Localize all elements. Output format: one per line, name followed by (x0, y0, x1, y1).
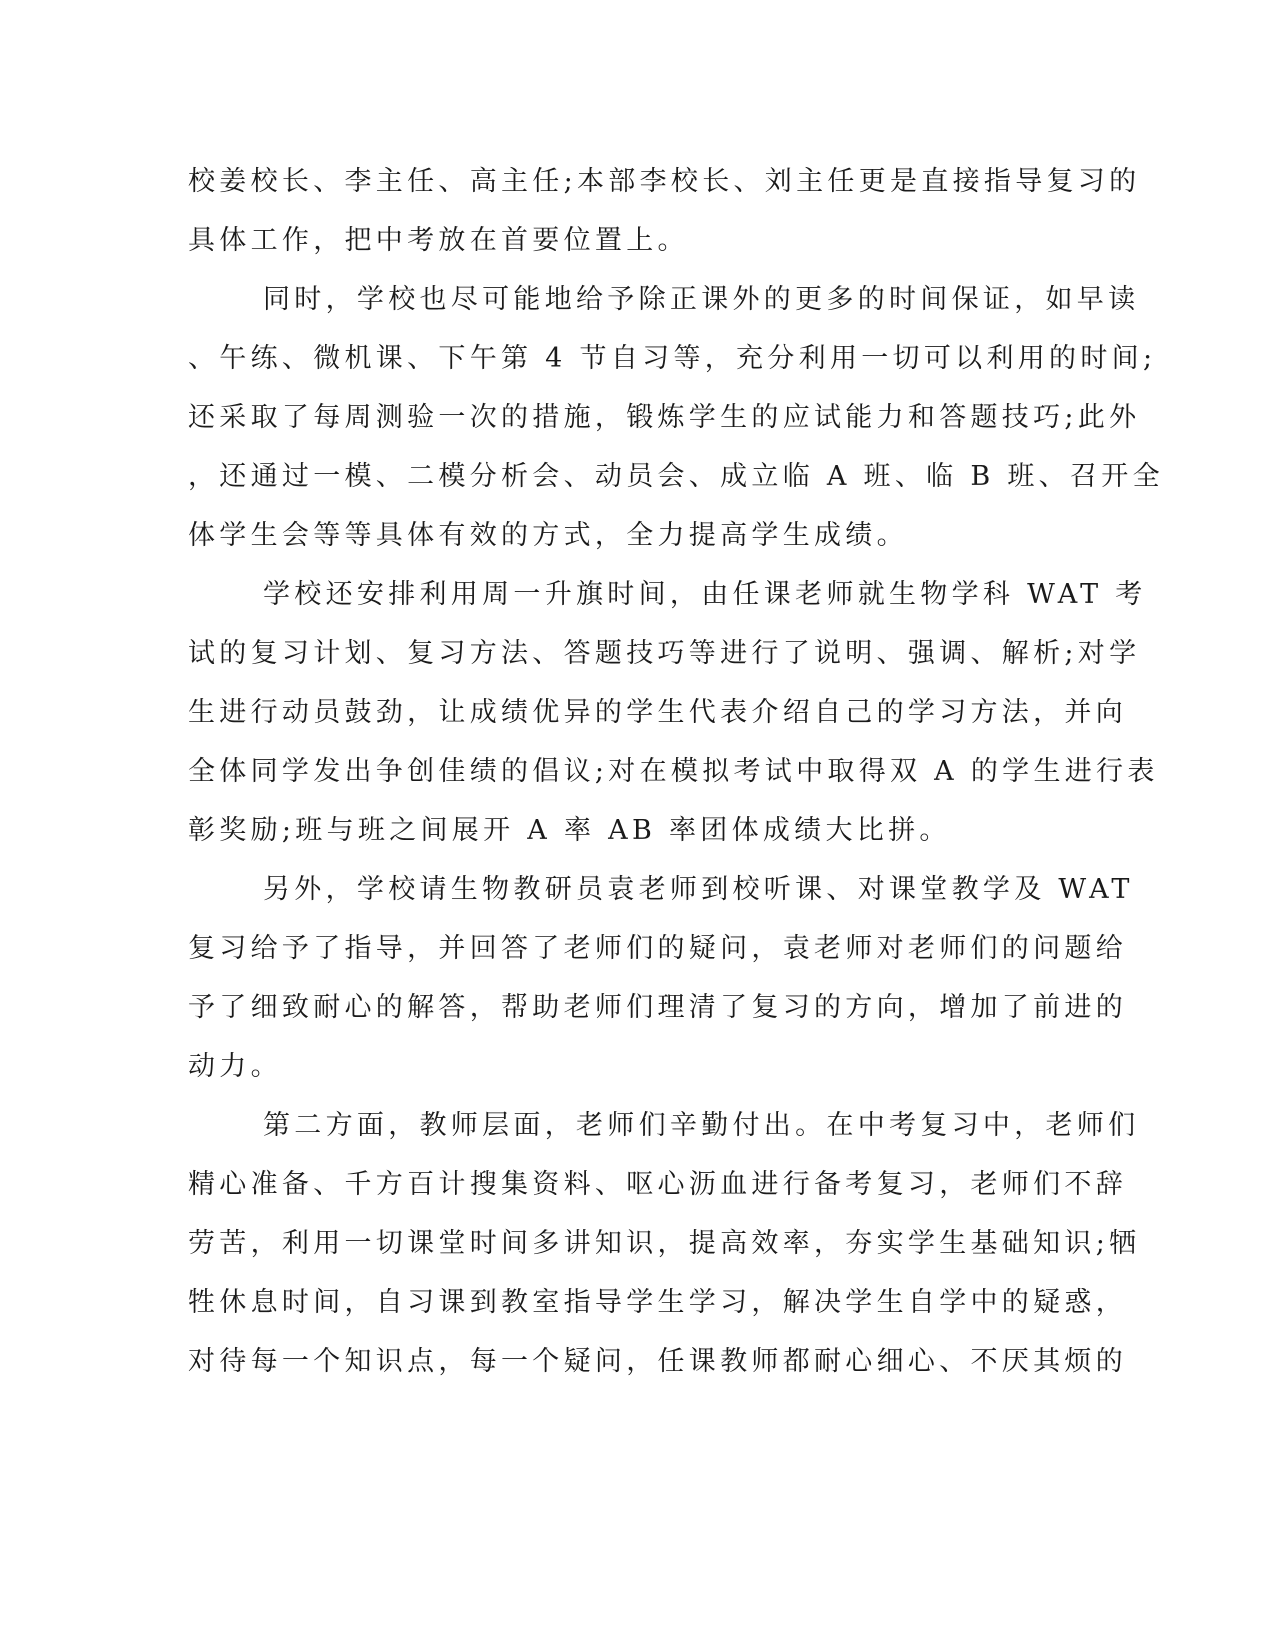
paragraph-first-line: 另外，学校请生物教研员袁老师到校听课、对课堂教学及 WAT (263, 874, 1134, 905)
text-line: 校姜校长、李主任、高主任;本部李校长、刘主任更是直接指导复习的 (188, 166, 1141, 197)
text-line: 体学生会等等具体有效的方式，全力提高学生成绩。 (188, 520, 908, 551)
text-line: 劳苦，利用一切课堂时间多讲知识，提高效率，夯实学生基础知识;牺 (188, 1228, 1141, 1259)
text-line: 、午练、微机课、下午第 4 节自习等，充分利用一切可以利用的时间; (188, 343, 1157, 374)
paragraph-first-line: 同时，学校也尽可能地给予除正课外的更多的时间保证，如早读 (263, 284, 1140, 315)
text-line: 对待每一个知识点，每一个疑问，任课教师都耐心细心、不厌其烦的 (188, 1346, 1127, 1377)
text-line: 还采取了每周测验一次的措施，锻炼学生的应试能力和答题技巧;此外 (188, 402, 1141, 433)
paragraph-first-line: 学校还安排利用周一升旗时间，由任课老师就生物学科 WAT 考 (263, 579, 1147, 610)
text-line: 精心准备、千方百计搜集资料、呕心沥血进行备考复习，老师们不辞 (188, 1169, 1127, 1200)
text-line: 试的复习计划、复习方法、答题技巧等进行了说明、强调、解析;对学 (188, 638, 1141, 669)
text-line: 全体同学发出争创佳绩的倡议;对在模拟考试中取得双 A 的学生进行表 (188, 756, 1159, 787)
text-line: 予了细致耐心的解答，帮助老师们理清了复习的方向，增加了前进的 (188, 992, 1127, 1023)
text-line: 具体工作，把中考放在首要位置上。 (188, 225, 689, 256)
text-line: 生进行动员鼓劲，让成绩优异的学生代表介绍自己的学习方法，并向 (188, 697, 1127, 728)
text-line: 彰奖励;班与班之间展开 A 率 AB 率团体成绩大比拼。 (188, 815, 951, 846)
text-line: 复习给予了指导，并回答了老师们的疑问，袁老师对老师们的问题给 (188, 933, 1127, 964)
text-line: 牲休息时间，自习课到教室指导学生学习，解决学生自学中的疑惑， (188, 1287, 1127, 1318)
paragraph-first-line: 第二方面，教师层面，老师们辛勤付出。在中考复习中，老师们 (263, 1110, 1140, 1141)
text-line: 动力。 (188, 1051, 282, 1082)
text-line: ，还通过一模、二模分析会、动员会、成立临 A 班、临 B 班、召开全 (188, 461, 1164, 492)
